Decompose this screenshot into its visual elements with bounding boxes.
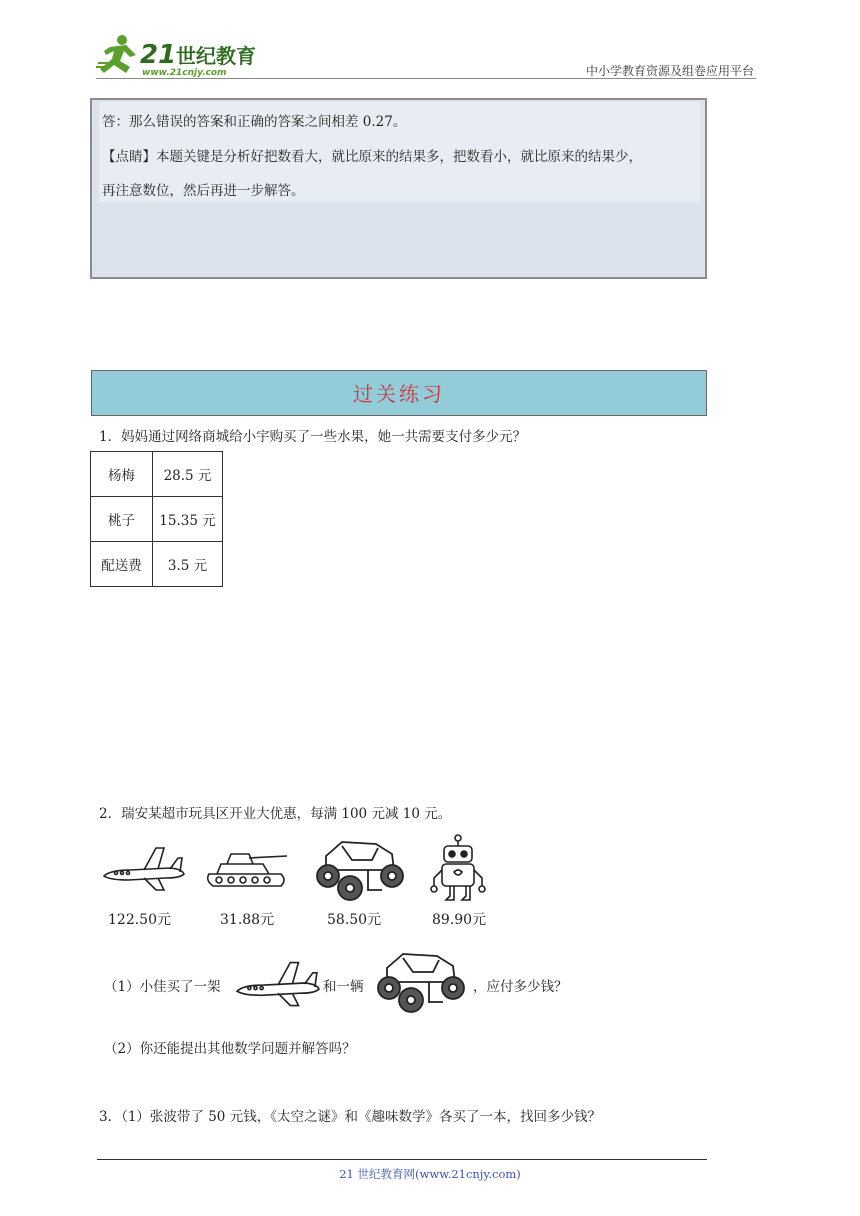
question-3: 3．（1）张波带了 50 元钱，《太空之谜》和《趣味数学》各买了一本，找回多少钱？: [99, 1109, 601, 1125]
monster-truck-icon: [312, 836, 408, 904]
table-row: [91, 497, 223, 542]
airplane-icon: [233, 956, 321, 1010]
question-1: 1．妈妈通过网络商城给小宇购买了一些水果，她一共需要支付多少元？: [99, 429, 527, 445]
header-divider: [96, 78, 756, 79]
tank-icon: [203, 846, 291, 892]
robot-icon: [426, 834, 490, 904]
logo-brand: 世纪教育: [176, 44, 256, 68]
logo-url: www.21cnjy.com: [142, 68, 227, 78]
answer-text-area: [99, 102, 700, 202]
answer-box: [90, 98, 707, 279]
footer-divider: [97, 1159, 707, 1160]
monster-truck-icon: [373, 948, 469, 1016]
running-man-icon: [96, 35, 136, 73]
answer-line: 答：那么错误的答案和正确的答案之间相差 0.27。: [102, 114, 407, 130]
price-table: [90, 451, 223, 587]
footer-link[interactable]: 21 世纪教育网(www.21cnjy.com): [339, 1167, 521, 1181]
logo-number: 21: [140, 40, 177, 70]
table-cell: 28.5 元: [153, 452, 223, 497]
table-cell: 桃子: [91, 497, 153, 542]
question-2-part-1-b: 和一辆: [323, 979, 364, 995]
section-title: 过关练习: [353, 382, 445, 406]
price-tank: 31.88元: [220, 912, 275, 928]
question-2-part-2: （2）你还能提出其他数学问题并解答吗？: [104, 1041, 356, 1057]
section-header: [91, 370, 707, 416]
table-row: [91, 542, 223, 587]
price-truck: 58.50元: [327, 912, 382, 928]
table-cell: 杨梅: [91, 452, 153, 497]
price-airplane: 122.50元: [108, 912, 171, 928]
table-cell: 15.35 元: [153, 497, 223, 542]
table-cell: 3.5 元: [153, 542, 223, 587]
question-2-part-1-a: （1）小佳买了一架: [104, 979, 221, 995]
table-cell: 配送费: [91, 542, 153, 587]
platform-title: 中小学教育资源及组卷应用平台: [585, 64, 754, 78]
price-robot: 89.90元: [432, 912, 487, 928]
key-point-line-2: 再注意数位，然后再进一步解答。: [102, 183, 305, 199]
question-2: 2．瑞安某超市玩具区开业大优惠，每满 100 元减 10 元。: [99, 806, 452, 822]
question-2-part-1-c: ，应付多少钱？: [473, 979, 568, 995]
key-point-line: 【点睛】本题关键是分析好把数看大，就比原来的结果多，把数看小，就比原来的结果少，: [102, 149, 642, 165]
table-row: [91, 452, 223, 497]
airplane-icon: [100, 842, 186, 894]
site-logo: [96, 33, 266, 79]
